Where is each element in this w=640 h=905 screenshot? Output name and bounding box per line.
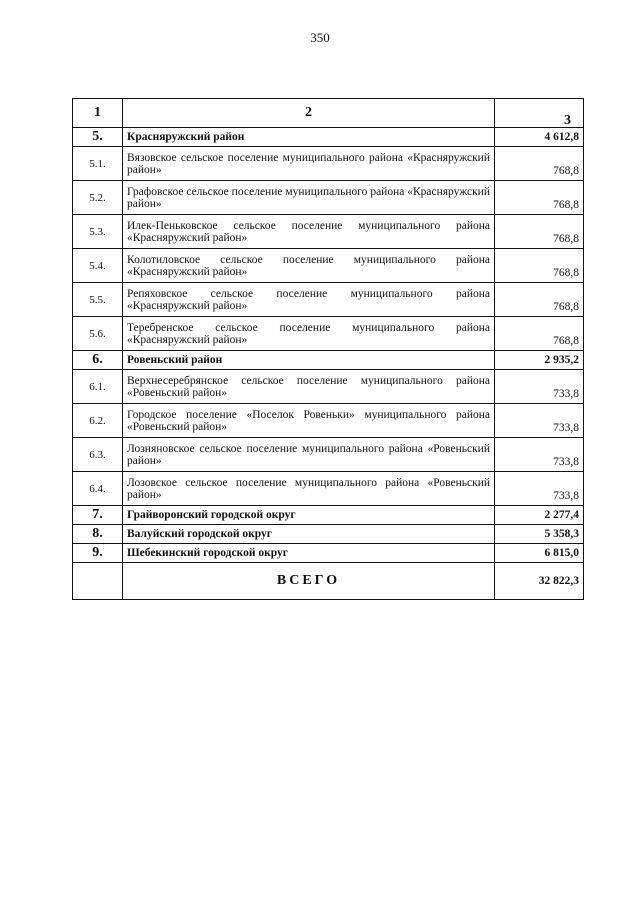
row-value: 6 815,0 [495, 544, 584, 563]
row-value: 768,8 [495, 283, 584, 317]
header-col-3: 3 [495, 99, 584, 128]
row-value: 768,8 [495, 317, 584, 351]
table-row-group [73, 525, 584, 544]
row-name: Городское поселение «Поселок Ровеньки» муниципального района «Ровеньский район» [123, 404, 495, 438]
table-row [73, 249, 584, 283]
total-value: 32 822,3 [495, 563, 584, 600]
row-index: 6.3. [73, 438, 123, 472]
row-value: 2 935,2 [495, 351, 584, 370]
row-value: 733,8 [495, 370, 584, 404]
row-name: Шебекинский городской округ [123, 544, 495, 563]
page-number: 350 [310, 30, 330, 45]
total-index [73, 563, 123, 600]
row-name: Колотиловское сельское поселение муниципального района «Красняружский район» [123, 249, 495, 283]
row-index: 5.3. [73, 215, 123, 249]
row-index: 5.5. [73, 283, 123, 317]
table-row [73, 283, 584, 317]
table-row [73, 404, 584, 438]
total-label: ВСЕГО [123, 563, 495, 600]
row-index: 5.4. [73, 249, 123, 283]
row-index: 5.2. [73, 181, 123, 215]
row-index: 8. [73, 525, 123, 544]
row-name: Лозняновское сельское поселение муниципального района «Ровеньский район» [123, 438, 495, 472]
row-index: 7. [73, 506, 123, 525]
row-name: Грайворонский городской округ [123, 506, 495, 525]
header-col-2: 2 [123, 99, 495, 128]
row-name: Вязовское сельское поселение муниципального района «Красняружский район» [123, 147, 495, 181]
row-value: 768,8 [495, 147, 584, 181]
row-value: 4 612,8 [495, 128, 584, 147]
table-row-group [73, 506, 584, 525]
row-value: 768,8 [495, 181, 584, 215]
table-row [73, 147, 584, 181]
allocation-table [72, 98, 584, 600]
table-row [73, 215, 584, 249]
row-index: 5.6. [73, 317, 123, 351]
row-name: Ровеньский район [123, 351, 495, 370]
table-row-group [73, 544, 584, 563]
table-row [73, 472, 584, 506]
row-name: Верхнесеребрянское сельское поселение муниципального района «Ровеньский район» [123, 370, 495, 404]
table-row [73, 438, 584, 472]
row-name: Репяховское сельское поселение муниципального района «Красняружский район» [123, 283, 495, 317]
table-row-group [73, 351, 584, 370]
row-index: 6.1. [73, 370, 123, 404]
total-row [73, 563, 584, 600]
row-index: 6. [73, 351, 123, 370]
row-value: 733,8 [495, 404, 584, 438]
row-value: 733,8 [495, 438, 584, 472]
row-index: 5. [73, 128, 123, 147]
table-row [73, 370, 584, 404]
row-name: Валуйский городской округ [123, 525, 495, 544]
row-index: 5.1. [73, 147, 123, 181]
row-index: 9. [73, 544, 123, 563]
header-col-1: 1 [73, 99, 123, 128]
table-row [73, 181, 584, 215]
row-value: 768,8 [495, 249, 584, 283]
row-index: 6.2. [73, 404, 123, 438]
row-name: Теребренское сельское поселение муниципального района «Красняружский район» [123, 317, 495, 351]
row-value: 768,8 [495, 215, 584, 249]
row-value: 2 277,4 [495, 506, 584, 525]
row-name: Графовское сельское поселение муниципального района «Красняружский район» [123, 181, 495, 215]
row-value: 5 358,3 [495, 525, 584, 544]
row-value: 733,8 [495, 472, 584, 506]
table-row [73, 317, 584, 351]
row-name: Красняружский район [123, 128, 495, 147]
table-header-row [73, 99, 584, 128]
table-row-group [73, 128, 584, 147]
row-index: 6.4. [73, 472, 123, 506]
row-name: Илек-Пеньковское сельское поселение муниципального района «Красняружский район» [123, 215, 495, 249]
row-name: Лозовское сельское поселение муниципального района «Ровеньский район» [123, 472, 495, 506]
